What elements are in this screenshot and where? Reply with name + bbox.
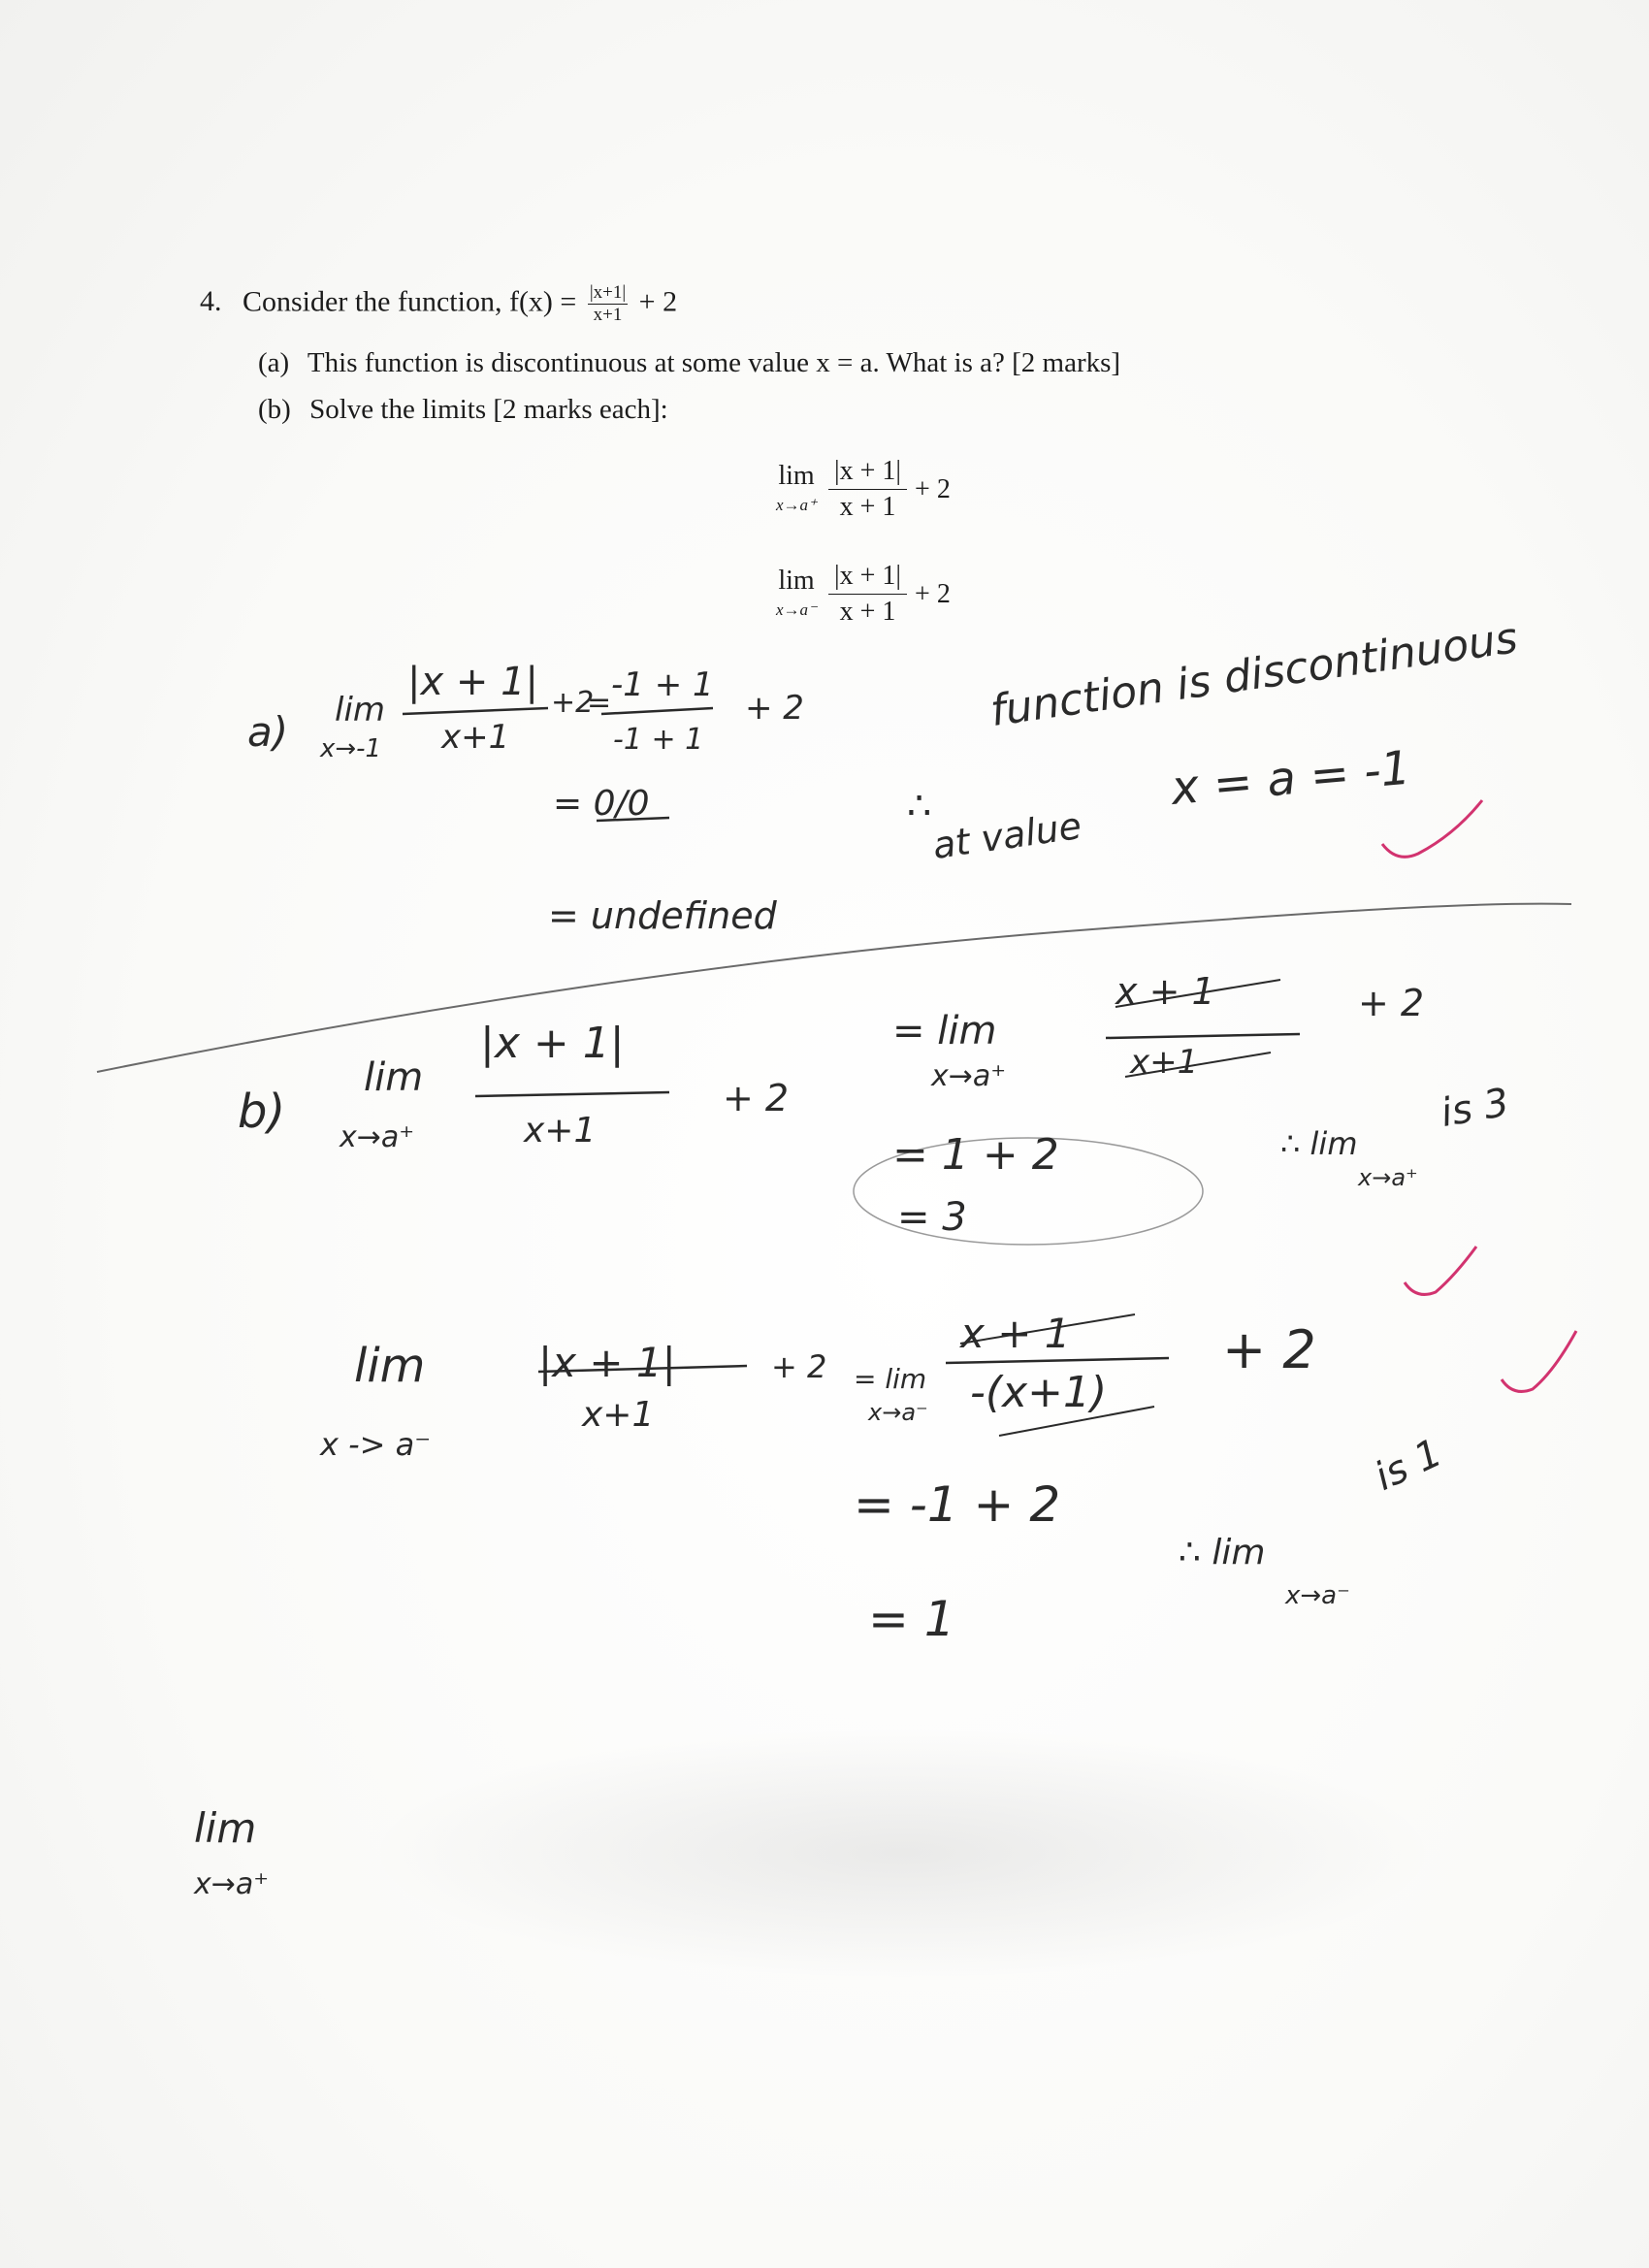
- hw-a-eq: =: [587, 686, 612, 720]
- hw-b2-step2: = 1: [868, 1591, 955, 1647]
- hw-a-under: x→-1: [320, 734, 382, 763]
- limit-left-suffix: + 2: [915, 578, 951, 609]
- hw-a-undefined: = undefined: [548, 894, 777, 937]
- hw-b1-num: |x + 1|: [480, 1019, 625, 1068]
- hw-b1-under: x→a⁺: [340, 1120, 415, 1154]
- hw-b2-lim: lim: [354, 1339, 426, 1393]
- limit-right-denominator: x + 1: [839, 492, 896, 522]
- hw-b2-conclusion-is: is 1: [1368, 1430, 1449, 1500]
- hw-a-frac-den: x+1: [441, 718, 510, 757]
- hw-b1-plus: + 2: [723, 1077, 790, 1119]
- a-sub-fraction-bar: [601, 708, 713, 714]
- limit-right-numerator: |x + 1|: [828, 456, 907, 490]
- function-denominator: x+1: [593, 304, 623, 325]
- hw-b1-step: = 1 + 2: [892, 1130, 1059, 1180]
- hw-b2-plus: + 2: [771, 1348, 827, 1385]
- hw-a-frac-num: |x + 1|: [407, 660, 539, 704]
- hw-a-lim: lim: [335, 691, 386, 729]
- hw-a-zero-frac: = 0/0: [553, 784, 650, 824]
- function-numerator: |x+1|: [589, 282, 627, 303]
- hw-b1-conclusion-lim: ∴ lim: [1280, 1125, 1358, 1162]
- hw-b1-conclusion-is: is 3: [1438, 1080, 1513, 1136]
- hw-b2-rhs-den: -(x+1): [970, 1368, 1108, 1417]
- part-a-label: (a): [258, 347, 290, 378]
- check-b2-icon: [1502, 1331, 1576, 1391]
- hw-a-function-is: function is discontinuous: [986, 613, 1521, 736]
- pencil-divider: [97, 904, 1571, 1072]
- limit-right-suffix: + 2: [915, 473, 951, 504]
- limit-right-word: lim: [778, 461, 815, 492]
- part-b-text: Solve the limits [2 marks each]:: [309, 394, 668, 425]
- hw-b1-rhs-den: x+1: [1130, 1043, 1199, 1082]
- hw-b2-den: x+1: [582, 1395, 655, 1435]
- hw-b2-conclusion-lim: ∴ lim: [1179, 1533, 1266, 1572]
- check-b1-icon: [1405, 1247, 1476, 1294]
- hw-a-sub-den: -1 + 1: [613, 723, 704, 757]
- question-intro: Consider the function, f(x) =: [242, 285, 577, 318]
- function-suffix: + 2: [638, 285, 678, 318]
- hw-b1-rhs-num: x + 1: [1116, 970, 1215, 1013]
- hw-b2-eq-lim: = lim: [854, 1363, 927, 1395]
- hw-bottom-lim: lim: [194, 1804, 257, 1852]
- hw-b2-under: x -> a⁻: [320, 1426, 432, 1463]
- hw-b2-rhs-plus: + 2: [1222, 1319, 1316, 1380]
- b1-fraction-bar: [475, 1092, 669, 1096]
- limit-left-word: lim: [778, 566, 815, 597]
- hw-b1-rhs-plus: + 2: [1358, 982, 1425, 1024]
- limit-right-under: x→a⁺: [776, 496, 818, 515]
- hw-b1-lim: lim: [364, 1055, 424, 1100]
- hw-b1-den: x+1: [524, 1111, 597, 1150]
- limit-left-denominator: x + 1: [839, 597, 896, 627]
- hw-b-label: b): [238, 1085, 286, 1139]
- hw-b2-conclusion-under: x→a⁻: [1285, 1581, 1350, 1610]
- hw-b2-eq-under: x→a⁻: [868, 1399, 928, 1426]
- part-b-label: (b): [258, 394, 291, 425]
- hw-a-label: a): [247, 708, 289, 756]
- hw-b1-eq-lim: = lim: [892, 1009, 997, 1053]
- hw-b2-step1: = -1 + 2: [854, 1476, 1061, 1533]
- part-a-text: This function is discontinuous at some value x = a. What is a? [2 marks]: [307, 347, 1121, 378]
- hw-b2-num: |x + 1|: [538, 1339, 676, 1386]
- check-a-icon: [1382, 800, 1482, 857]
- hw-b1-eq-under: x→a⁺: [931, 1059, 1007, 1093]
- hw-b1-conclusion-under: x→a⁺: [1358, 1164, 1418, 1191]
- question-number: 4.: [200, 285, 222, 318]
- a-fraction-bar: [403, 708, 548, 714]
- hw-a-sub-num: -1 + 1: [611, 665, 714, 704]
- hw-bottom-under: x→a⁺: [194, 1867, 270, 1901]
- hw-a-result: x = a = -1: [1169, 740, 1413, 816]
- hw-a-sub-plus: + 2: [745, 689, 804, 728]
- hw-b2-rhs-num: x + 1: [960, 1310, 1071, 1357]
- limit-left-under: x→a⁻: [776, 600, 818, 620]
- hw-b1-step2: = 3: [897, 1195, 967, 1240]
- hw-a-at-value: at value: [929, 803, 1084, 867]
- b1-rhs-fraction-bar: [1106, 1034, 1300, 1038]
- hw-a-therefore: ∴: [907, 784, 932, 828]
- hw-a-plus2: +2: [551, 686, 595, 720]
- b2-rhs-fraction-bar: [946, 1358, 1169, 1363]
- limit-left-numerator: |x + 1|: [828, 561, 907, 595]
